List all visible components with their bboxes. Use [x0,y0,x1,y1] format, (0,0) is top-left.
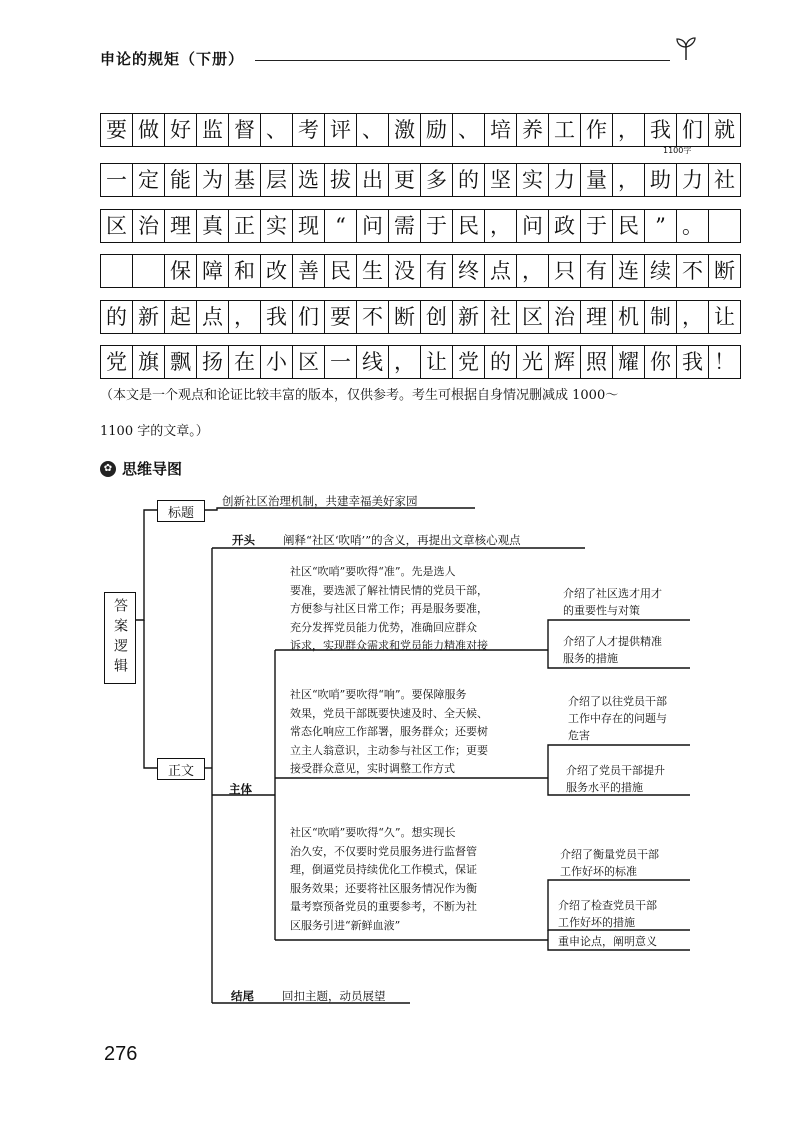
grid-cell: 们 [293,301,325,333]
grid-cell: 改 [261,255,293,287]
grid-cell: 民 [453,210,485,242]
grid-cell: 在 [229,346,261,378]
grid-cell: 一 [101,164,133,196]
note-line-1: （本文是一个观点和论证比较丰富的版本，仅供参考。考生可根据自身情况删减成 1000～ [100,388,619,403]
grid-cell: 制 [645,301,677,333]
grid-cell: 让 [709,301,741,333]
grid-cell: 辉 [549,346,581,378]
gear-icon: ✿ [100,461,116,477]
grid-cell: 拔 [325,164,357,196]
grid-cell: 社 [485,301,517,333]
grid-cell: 培 [485,114,517,146]
point3-side-box: 介绍了检查党员干部 工作好坏的措施 [558,899,657,929]
grid-cell: ” [645,210,677,242]
page-number: 276 [104,1043,138,1065]
grid-cell: 、 [357,114,389,146]
grid-cell: 续 [645,255,677,287]
grid-cell: 不 [357,301,389,333]
grid-cell: 党 [101,346,133,378]
grid-cell: 作 [581,114,613,146]
grid-cell: 我 [677,346,709,378]
grid-cell: ， [389,346,421,378]
grid-cell: ， [677,301,709,333]
grid-cell: 有 [421,255,453,287]
grid-cell: 扬 [197,346,229,378]
grid-cell: 连 [613,255,645,287]
grid-cell: 我 [261,301,293,333]
point1-text: 社区“吹哨”要吹得“准”。先是选人 要准，要选派了解社情民情的党员干部， 方便参与社区日常工作；再是服务要准， 充分发挥党员能力优势，准确回应群众 诉求，实现群众需求和党员能力精准对接 [290,565,488,652]
grid-cell: 区 [293,346,325,378]
grid-cell: 不 [677,255,709,287]
grid-cell: 和 [229,255,261,287]
grid-cell: 为 [197,164,229,196]
grid-cell: 养 [517,114,549,146]
root-node: 答案逻辑 [104,592,136,684]
grid-cell: 保 [165,255,197,287]
grid-cell: 你 [645,346,677,378]
grid-cell: 社 [709,164,741,196]
point2-side-box: 介绍了党员干部提升 服务水平的措施 [566,764,665,794]
grid-cell: 有 [581,255,613,287]
grid-cell: 坚 [485,164,517,196]
grid-cell: 的 [101,301,133,333]
grid-cell: 层 [261,164,293,196]
grid-cell: 治 [549,301,581,333]
grid-cell: 党 [453,346,485,378]
grid-cell: “ [325,210,357,242]
grid-cell: 需 [389,210,421,242]
grid-cell: 现 [293,210,325,242]
grid-cell: 。 [677,210,709,242]
grid-cell: 飘 [165,346,197,378]
grid-cell: 问 [517,210,549,242]
grid-cell: 要 [325,301,357,333]
grid-cell: 机 [613,301,645,333]
section-title-text: 思维导图 [122,460,183,478]
grid-cell: 基 [229,164,261,196]
grid-cell: 创 [421,301,453,333]
grid-cell: 工 [549,114,581,146]
point2-side: 介绍了以往党员干部 工作中存在的问题与 危害 [568,695,667,742]
grid-cell: 一 [325,346,357,378]
opening-text: 阐释“社区‘吹哨’”的含义，再提出文章核心观点 [283,533,521,547]
grid-cell: 就 [709,114,741,146]
grid-cell: ！ [709,346,741,378]
grid-cell: 的 [453,164,485,196]
grid-cell: 力 [549,164,581,196]
grid-cell: 照 [581,346,613,378]
grid-cell: 只 [549,255,581,287]
grid-cell: 要 [101,114,133,146]
grid-cell: 能 [165,164,197,196]
point3-side-box2: 重申论点，阐明意义 [558,935,657,948]
grid-cell: 障 [197,255,229,287]
grid-cell: 督 [229,114,261,146]
title-node-text: 创新社区治理机制，共建幸福美好家园 [222,494,418,508]
grid-cell: 理 [581,301,613,333]
grid-cell: 考 [293,114,325,146]
grid-cell: 治 [133,210,165,242]
grid-cell: 小 [261,346,293,378]
grid-cell: 终 [453,255,485,287]
title-node-label: 标题 [157,500,205,522]
grid-cell: 励 [421,114,453,146]
grid-cell: 政 [549,210,581,242]
point3-text: 社区“吹哨”要吹得“久”。想实现长 治久安，不仅要时党员服务进行监督管 理，倒逼党员持续优化工作模式，保证 服务效果；还要将社区服务情况作为衡 量考察预备党员的重要参考，不断为社 区服务引进“新鲜血液” [290,826,477,932]
grid-cell: 点 [197,301,229,333]
grid-cell: 新 [453,301,485,333]
grid-cell: 更 [389,164,421,196]
grid-cell: ， [229,301,261,333]
grid-cell: 光 [517,346,549,378]
grid-cell: 耀 [613,346,645,378]
grid-cell: 实 [261,210,293,242]
grid-cell: 我 [645,114,677,146]
grid-cell: 于 [421,210,453,242]
grid-cell: 线 [357,346,389,378]
grid-cell: ， [485,210,517,242]
grid-cell: 力 [677,164,709,196]
grid-cell: 民 [325,255,357,287]
grid-cell: 监 [197,114,229,146]
grid-cell: 旗 [133,346,165,378]
grid-cell: 评 [325,114,357,146]
grid-cell: 助 [645,164,677,196]
grid-cell: 多 [421,164,453,196]
grid-cell: 实 [517,164,549,196]
grid-cell: 定 [133,164,165,196]
grid-cell: 们 [677,114,709,146]
grid-cell: 区 [517,301,549,333]
grid-cell: 点 [485,255,517,287]
word-count-label: 1100字 [663,146,692,155]
grid-cell: 断 [389,301,421,333]
point1-side-box: 介绍了人才提供精准 服务的措施 [563,635,662,665]
ending-text: 回扣主题，动员展望 [282,989,386,1003]
note-line-2: 1100 字的文章。） [100,424,209,439]
grid-cell: 断 [709,255,741,287]
grid-cell: ， [613,114,645,146]
body-sub-label: 主体 [229,782,252,796]
point2-text: 社区“吹哨”要吹得“响”。要保障服务 效果，党员干部既要快速及时、全天候、 常态化响应工作部署，服务群众；还要树 立主人翁意识，主动参与社区工作；更要 接受群众意见，实时调整工作方式 [290,688,488,775]
grid-cell: 、 [261,114,293,146]
grid-cell: 、 [453,114,485,146]
grid-cell: 起 [165,301,197,333]
grid-cell: 真 [197,210,229,242]
grid-cell: 激 [389,114,421,146]
grid-cell: 出 [357,164,389,196]
point1-side: 介绍了社区选才用才 的重要性与对策 [563,587,662,617]
ending-label: 结尾 [231,989,254,1003]
grid-cell: 让 [421,346,453,378]
grid-cell: 好 [165,114,197,146]
grid-cell: 民 [613,210,645,242]
grid-cell: ， [613,164,645,196]
grid-cell: 理 [165,210,197,242]
grid-cell: 量 [581,164,613,196]
grid-cell: 选 [293,164,325,196]
grid-cell: 正 [229,210,261,242]
grid-cell: 做 [133,114,165,146]
grid-cell: 的 [485,346,517,378]
grid-cell: 生 [357,255,389,287]
grid-cell: 没 [389,255,421,287]
grid-cell: 于 [581,210,613,242]
grid-cell: 善 [293,255,325,287]
grid-cell: 问 [357,210,389,242]
running-header-title: 申论的规矩（下册） [100,50,245,68]
body-node-label: 正文 [157,758,205,780]
grid-cell: ， [517,255,549,287]
grid-cell: 区 [101,210,133,242]
opening-label: 开头 [232,533,255,547]
grid-cell: 新 [133,301,165,333]
point3-side: 介绍了衡量党员干部 工作好坏的标准 [560,848,659,878]
